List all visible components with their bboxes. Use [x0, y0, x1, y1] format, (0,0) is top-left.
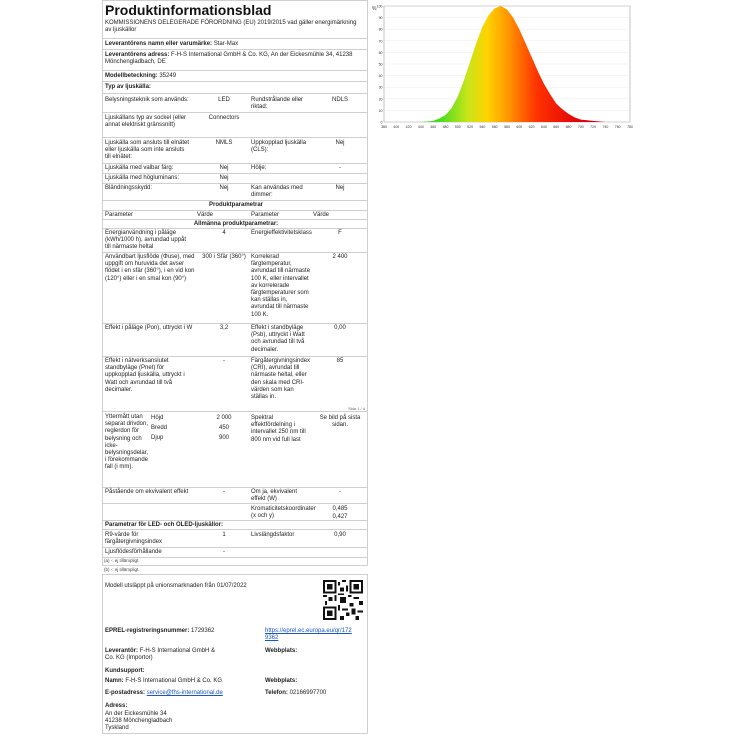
type-row-5-label2: Kan användas med dimmer: [251, 185, 303, 199]
general-row-0-label: Energianvändning i påläge (kWh/1000 h), avrundad uppåt till närmaste heltal [105, 230, 187, 251]
general-row-3-label2: Färgåtergivningsindex (CRI), avrundat till närmaste heltal, eller den skala med CRI-värden som kan ställas in. [251, 358, 311, 400]
type-row-3-label2: Hölje: [251, 165, 267, 171]
y-tick-label: 100 [376, 4, 383, 9]
x-tick-label: 620 [528, 125, 535, 129]
type-row-2-label2: Uppkopplad ljuskälla (CLS): [251, 140, 307, 154]
spectral-chart [372, 2, 734, 134]
x-tick-label: 720 [590, 125, 597, 129]
led-row-1-value: - [223, 549, 225, 555]
name-label: Namn: [105, 678, 124, 684]
page-number: Sida 1 / 4 [348, 406, 365, 411]
claim-label2: Om ja, ekvivalent effekt (W) [251, 489, 298, 503]
general-row-2-value2: 0,00 [334, 325, 346, 331]
led-row-0-value: 1 [222, 532, 226, 538]
regulation-subtitle: KOMMISSIONENS DELEGERADE FÖRORDNING (EU) 2019/2015 vad gäller energimärkning av ljuskällor [105, 20, 357, 34]
eprel-label: EPREL-registreringsnummer: [105, 628, 190, 634]
address-row [105, 52, 363, 66]
type-row-0-label: Belysningsteknik som används: [105, 97, 189, 103]
led-row-0-value2: 0,90 [334, 532, 346, 538]
x-tick-label: 780 [627, 125, 633, 129]
name-row [105, 678, 222, 685]
param-header: Produktparametrar [208, 202, 264, 208]
general-row-2-label: Effekt i påläge (Pon), uttryckt i W [105, 325, 193, 331]
phone-value: 02166997700 [289, 690, 327, 696]
x-tick-label: 520 [467, 125, 474, 129]
x-tick-label: 680 [565, 125, 572, 129]
x-tick-label: 600 [516, 125, 523, 129]
website2-label: Webbplats: [265, 678, 298, 684]
y-tick-label: 40 [378, 74, 383, 79]
y-axis-label: % [372, 6, 377, 12]
address-value: F-H-S International GmbH & Co. KG, An der Eickesmühle 34, 41238 Mönchengladbach, DE [105, 52, 353, 66]
type-row-5-value2: Nej [335, 185, 345, 191]
x-tick-label: 580 [504, 125, 510, 129]
col-value-2: Värde [313, 212, 330, 218]
type-row-0-value: LED [218, 97, 230, 103]
address-footer-label: Adress: [105, 703, 128, 709]
x-tick-label: 640 [540, 125, 547, 129]
spectral-label: Spektral effektfördelning i intervallet 250 nm till 800 nm vid full last [251, 415, 306, 443]
type-row-0-value2: NDLS [331, 97, 348, 103]
y-tick-label: 10 [378, 108, 383, 113]
dim-depth-value: 900 [218, 435, 229, 441]
col-value-1: Värde [197, 212, 214, 218]
supplier-label: Leverantörens namn eller varumärke: [105, 41, 213, 47]
eprel-row [105, 628, 214, 635]
model-value: 35249 [159, 73, 177, 79]
general-row-0-label2: Energieffektivitetsklass [251, 230, 312, 236]
general-row-2-value: 3,2 [219, 325, 229, 331]
general-header: Allmänna produktparametrar: [193, 221, 279, 227]
y-tick-label: 50 [378, 62, 383, 67]
y-tick-label: 20 [378, 97, 383, 102]
dimension-label: Yttermått utan separat drivdon, reglerdon för belysning och icke-belysningsdelar, i förekommande fall (i mm). [105, 414, 149, 471]
qr-code-icon [323, 580, 363, 620]
phone-label: Telefon: [265, 690, 288, 696]
model-row [105, 73, 176, 80]
x-tick-label: 440 [417, 125, 424, 129]
general-row-0-value: 4 [222, 230, 226, 236]
x-tick-label: 660 [553, 125, 560, 129]
x-tick-label: 700 [577, 125, 584, 129]
x-tick-label: 540 [479, 125, 486, 129]
col-parameter-2: Parameter [251, 212, 280, 218]
dim-height-label: Höjd [151, 415, 164, 421]
led-row-1-label: Ljusflödesförhållande [105, 549, 162, 555]
y-tick-label: 0 [380, 120, 383, 125]
type-row-2-label: Ljuskälla som ansluts till elnätet eller ljuskälla som inte ansluts till elnätet: [105, 140, 190, 161]
name-value: F-H-S International GmbH & Co. KG [125, 678, 223, 684]
address-line-1: An der Eickesmühle 34 [105, 711, 167, 717]
col-parameter-1: Parameter [105, 212, 134, 218]
type-row-5-label: Bländningsskydd: [105, 185, 153, 191]
dim-depth-label: Djup [151, 435, 164, 441]
type-row-0-label2: Rundstrålande eller riktad: [251, 97, 304, 111]
x-tick-label: 480 [442, 125, 449, 129]
address-line-2: 41238 Mönchengladbach [105, 718, 173, 724]
led-row-0-label: R9-värde för färgåtergivningsindex [105, 532, 163, 546]
type-row-1-value: Connectors [208, 115, 240, 121]
x-tick-label: 460 [430, 125, 437, 129]
led-row-0-label2: Livslängdsfaktor [251, 532, 295, 538]
general-row-1-label: Användbart ljusflöde (Φuse), med uppgift om huruvida det avser flödet i en sfär (360°), i en vid kon (120°) eller i en smal kon (90°) [105, 254, 195, 282]
supplier-footer-row [105, 648, 225, 662]
email-label: E-postadress: [105, 690, 146, 696]
type-row-1-label: Ljuskällans typ av sockel (eller annat elektriskt gränssnitt) [105, 115, 187, 129]
y-tick-label: 60 [378, 50, 383, 55]
general-row-2-label2: Effekt i standbyläge (Psb), uttryckt i Watt och avrundad till två decimaler. [251, 325, 305, 353]
x-tick-label: 740 [602, 125, 609, 129]
y-tick-label: 70 [378, 39, 383, 44]
type-row-3-value: Nej [219, 165, 229, 171]
eprel-value: 1729362 [191, 628, 215, 634]
model-label: Modellbeteckning: [105, 73, 158, 79]
supplier-footer-value: F-H-S International GmbH & Co. KG (Importor) [105, 648, 216, 662]
type-row-2-value: NMLS [215, 140, 233, 146]
datasheet-page-1 [102, 0, 368, 566]
supplier-row [105, 41, 238, 48]
market-date: Modell utsläppt på unionsmarknaden från 01/07/2022 [105, 583, 247, 589]
general-row-3-value2: 85 [336, 358, 344, 364]
dim-width-value: 450 [218, 425, 229, 431]
dim-width-label: Bredd [151, 425, 168, 431]
address-label: Leverantörens adress: [105, 52, 170, 58]
claim-value2: - [339, 489, 341, 495]
address-line-3: Tyskland [105, 725, 129, 731]
type-row-4-label: Ljuskälla med högluminans: [105, 175, 180, 181]
chroma-x: 0,485 [332, 506, 348, 512]
type-row-5-value: Nej [219, 185, 229, 191]
claim-value: - [223, 489, 225, 495]
support-label: Kundsupport: [105, 668, 145, 674]
type-row-2-value2: Nej [335, 140, 345, 146]
dim-height-value: 2 000 [216, 415, 232, 421]
note-b: (b) -: ej tillämpligt. [104, 567, 140, 572]
y-tick-label: 90 [378, 16, 383, 21]
email-row [105, 690, 223, 697]
type-row-3-label: Ljuskälla med valbar färg: [105, 165, 174, 171]
eprel-link[interactable]: https://eprel.ec.europa.eu/qr/1729362 [265, 628, 352, 642]
type-row-3-value2: - [339, 165, 341, 171]
led-header: Parametrar för LED- och OLED-ljuskällor: [105, 522, 224, 528]
supplier-footer-label: Leverantör: [105, 648, 139, 654]
spectral-value: Se bild på sista sidan. [319, 415, 361, 429]
claim-label: Påstående om ekvivalent effekt [105, 489, 189, 495]
x-tick-label: 560 [491, 125, 498, 129]
x-tick-label: 760 [614, 125, 621, 129]
x-tick-label: 400 [393, 125, 400, 129]
y-tick-label: 80 [378, 27, 383, 32]
email-link[interactable]: service@fhs-international.de [146, 690, 223, 696]
y-tick-label: 30 [378, 85, 383, 90]
website-label: Webbplats: [265, 648, 298, 654]
x-tick-label: 380 [381, 125, 387, 129]
x-tick-label: 500 [454, 125, 461, 129]
general-row-1-value: 300 i Sfär (360°) [202, 254, 246, 260]
type-header: Typ av ljuskälla: [105, 84, 151, 90]
supplier-value: Star-Max [213, 41, 239, 47]
general-row-1-value2: 2 400 [332, 254, 348, 260]
general-row-3-value: - [223, 358, 225, 364]
page-title: Produktinformationsblad [105, 2, 272, 18]
phone-row [265, 690, 326, 697]
general-row-1-label2: Korrelerad färgtemperatur, avrundad till närmaste 100 K, eller intervallet av korrelerade färgtemperaturer som kan ställas in, avrundat till närmaste 100 K. [251, 254, 311, 318]
note-a: (a) -: ej tillämpligt. [104, 558, 140, 563]
x-tick-label: 420 [405, 125, 412, 129]
general-row-3-label: Effekt i nätverksanslutet standbyläge (Pnet) för uppkopplad ljuskälla, uttryckt i Watt och avrundad till två decimaler. [105, 358, 185, 393]
type-row-4-value: Nej [219, 175, 229, 181]
chroma-label: Kromaticitetskoordinater (x och y) [251, 506, 316, 520]
chroma-y: 0,427 [332, 514, 348, 520]
general-row-0-value2: F [338, 230, 342, 236]
